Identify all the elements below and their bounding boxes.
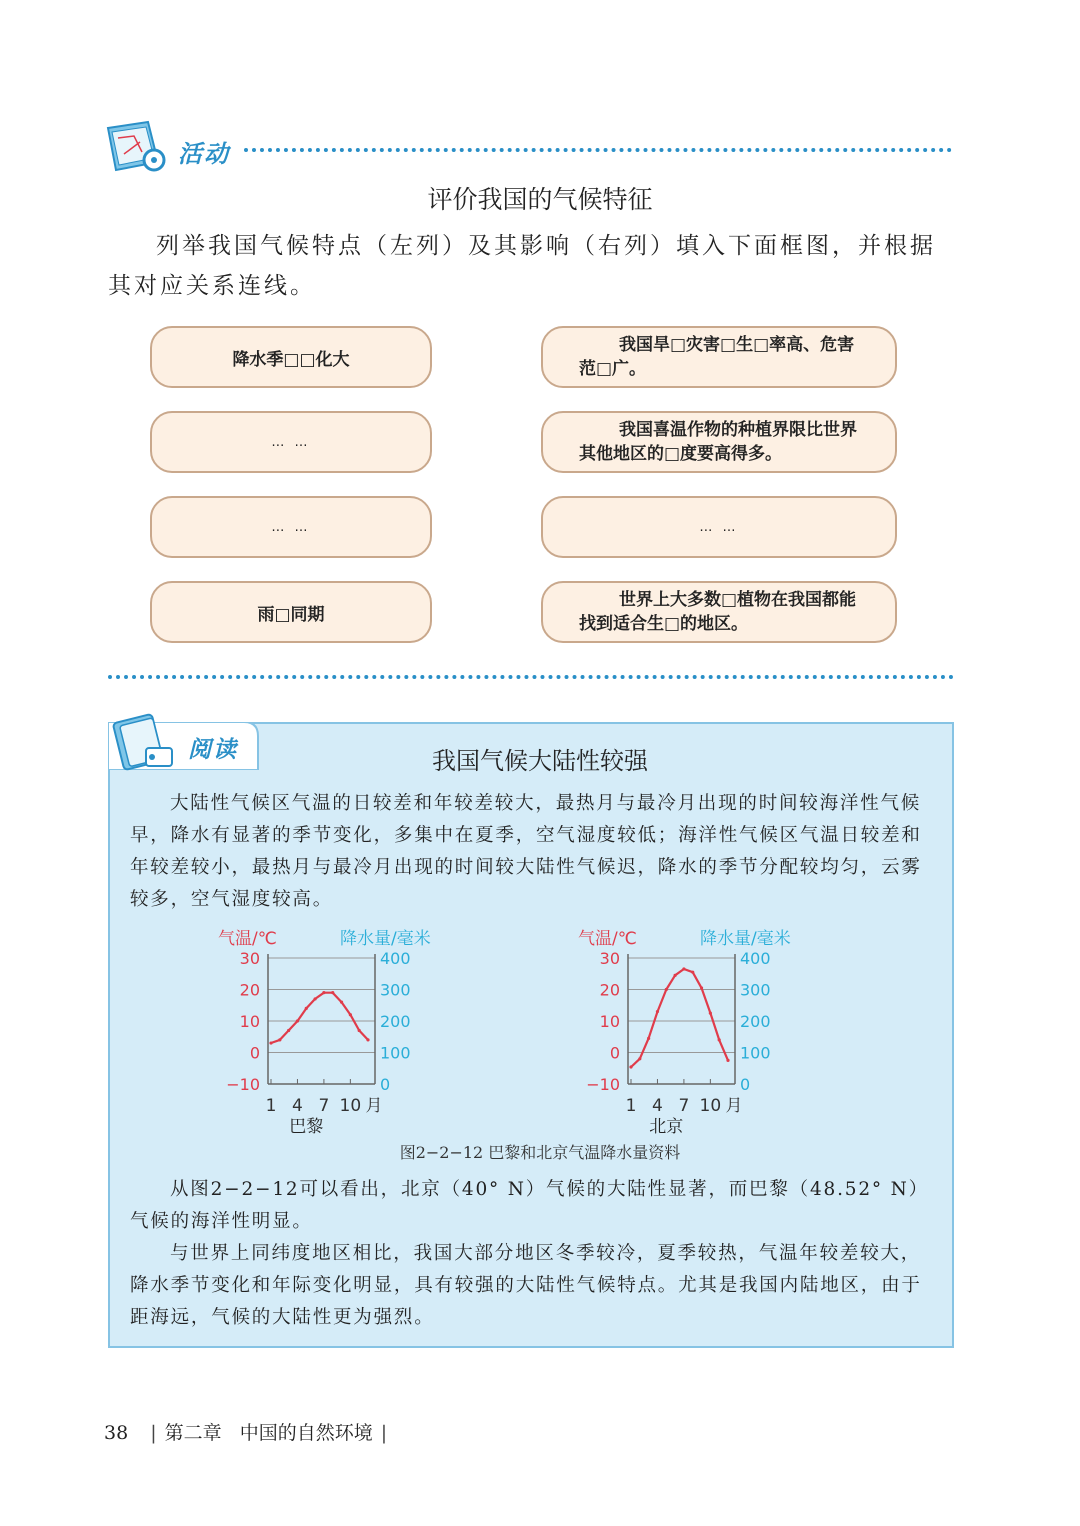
feature-box-4[interactable] — [150, 581, 432, 643]
reading-tag: 阅读 — [188, 737, 238, 763]
x-tick-label: 1 — [265, 1096, 277, 1116]
page-footer: 38 | 第二章 中国的自然环境 | — [104, 1422, 388, 1444]
impact-box-2[interactable] — [541, 411, 897, 473]
temperature-point — [709, 1012, 712, 1015]
feature-box-label: … … — [271, 434, 311, 450]
x-tick-label: 10 — [699, 1096, 722, 1116]
precip-tick-label: 300 — [740, 980, 771, 1000]
chapter-title: 中国的自然环境 — [239, 1422, 373, 1444]
reading-paragraph-2: 从图2−2−12可以看出，北京（40° N）气候的大陆性显著，而巴黎（48.52° N）气候的海洋性明显。 — [130, 1179, 929, 1232]
temperature-point — [638, 1057, 641, 1060]
precip-tick-label: 200 — [740, 1012, 771, 1031]
precip-tick-label: 300 — [380, 980, 411, 1000]
impact-box-label: … … — [699, 519, 739, 535]
temperature-point — [682, 967, 685, 970]
impact-box-3[interactable] — [541, 496, 897, 558]
temperature-point — [287, 1029, 290, 1032]
activity-title: 评价我国的气候特征 — [427, 185, 653, 214]
temperature-point — [358, 1029, 361, 1032]
temperature-point — [691, 971, 694, 974]
section-divider — [108, 675, 954, 679]
temperature-point — [656, 1010, 659, 1013]
temperature-point — [296, 1019, 299, 1022]
feature-box-label: 雨□同期 — [257, 604, 325, 625]
x-tick-label: 4 — [292, 1096, 303, 1116]
temp-tick-label: 0 — [249, 1043, 260, 1063]
impact-box-4[interactable] — [541, 581, 897, 643]
temp-tick-label: −10 — [586, 1075, 620, 1094]
paris-climate-chart — [210, 924, 470, 1136]
reading-paragraph-1: 大陆性气候区气温的日较差和年较差较大，最热月与最冷月出现的时间较海洋性气候早，降水有显著的季节变化，多集中在夏季，空气湿度较低；海洋性气候区气温日较差和年较差较小，最热月与最冷月出现的时间较大陆性气候迟，降水的季节分配较均匀，云雾较多，空气湿度较高。 — [130, 793, 922, 910]
x-unit-label: 月 — [365, 1096, 383, 1116]
temperature-point — [665, 988, 668, 991]
temp-axis-label: 气温/℃ — [578, 929, 637, 949]
temperature-point — [305, 1007, 308, 1010]
temperature-point — [647, 1037, 650, 1040]
temp-tick-label: 10 — [599, 1012, 620, 1031]
feature-box-label: … … — [271, 519, 311, 535]
temperature-point — [629, 1065, 632, 1068]
temperature-point — [313, 997, 316, 1000]
activity-divider — [244, 148, 952, 152]
precip-tick-label: 400 — [740, 949, 771, 968]
x-tick-label: 7 — [318, 1096, 330, 1116]
x-tick-label: 10 — [339, 1096, 362, 1116]
temperature-point — [726, 1059, 729, 1062]
temperature-line — [271, 993, 368, 1043]
feature-box-1[interactable] — [150, 326, 432, 388]
impact-box-1[interactable] — [541, 326, 897, 388]
precip-tick-label: 100 — [740, 1043, 771, 1063]
temp-tick-label: 0 — [609, 1043, 620, 1063]
temp-tick-label: −10 — [226, 1075, 260, 1094]
temperature-point — [269, 1041, 272, 1044]
reading-paragraph-3: 与世界上同纬度地区相比，我国大部分地区冬季较冷，夏季较热，气温年较差较大，降水季节变化和年际变化明显，具有较强的大陆性气候特点。尤其是我国内陆地区，由于距海远，气候的大陆性更为强烈。 — [130, 1243, 922, 1328]
temp-tick-label: 30 — [599, 949, 620, 968]
impact-box-label: 我国喜温作物的种植界限比世界其他地区的□度要高得多。 — [579, 420, 857, 464]
activity-icon — [104, 118, 174, 178]
impact-box-label: 我国旱□灾害□生□率高、危害范□广。 — [579, 335, 855, 379]
x-tick-label: 1 — [625, 1096, 637, 1116]
x-tick-label: 7 — [678, 1096, 690, 1116]
temperature-point — [700, 986, 703, 989]
temp-tick-label: 20 — [239, 980, 260, 1000]
beijing-climate-chart — [570, 924, 830, 1136]
temp-tick-label: 30 — [239, 949, 260, 968]
precip-axis-label: 降水量/毫米 — [340, 929, 431, 949]
x-unit-label: 月 — [725, 1096, 743, 1116]
feature-box-3[interactable] — [150, 496, 432, 558]
precip-tick-label: 100 — [380, 1043, 411, 1063]
city-label: 巴黎 — [289, 1117, 324, 1136]
page-number: 38 — [104, 1422, 129, 1444]
feature-box-2[interactable] — [150, 411, 432, 473]
temperature-point — [340, 1001, 343, 1004]
activity-tag: 活动 — [178, 140, 230, 168]
precip-tick-label: 0 — [740, 1075, 751, 1094]
precip-tick-label: 0 — [380, 1075, 391, 1094]
city-label: 北京 — [649, 1117, 684, 1136]
temperature-point — [278, 1038, 281, 1041]
temperature-point — [349, 1013, 352, 1016]
temperature-point — [673, 974, 676, 977]
precip-axis-label: 降水量/毫米 — [700, 929, 791, 949]
temperature-point — [322, 991, 325, 994]
temperature-point — [718, 1038, 721, 1041]
reading-title: 我国气候大陆性较强 — [432, 747, 648, 775]
chapter-number: 第二章 — [164, 1422, 222, 1444]
temp-tick-label: 20 — [599, 980, 620, 1000]
x-tick-label: 4 — [652, 1096, 663, 1116]
figure-caption: 图2−2−12 巴黎和北京气温降水量资料 — [399, 1143, 681, 1162]
temp-axis-label: 气温/℃ — [218, 929, 277, 949]
temperature-point — [331, 991, 334, 994]
temp-tick-label: 10 — [239, 1012, 260, 1031]
precip-tick-label: 200 — [380, 1012, 411, 1031]
precip-tick-label: 400 — [380, 949, 411, 968]
feature-box-label: 降水季□□化大 — [232, 349, 350, 370]
activity-instruction: 列举我国气候特点（左列）及其影响（右列）填入下面框图，并根据其对应关系连线。 — [108, 233, 936, 299]
temperature-point — [366, 1038, 369, 1041]
impact-box-label: 世界上大多数□植物在我国都能找到适合生□的地区。 — [579, 590, 857, 634]
